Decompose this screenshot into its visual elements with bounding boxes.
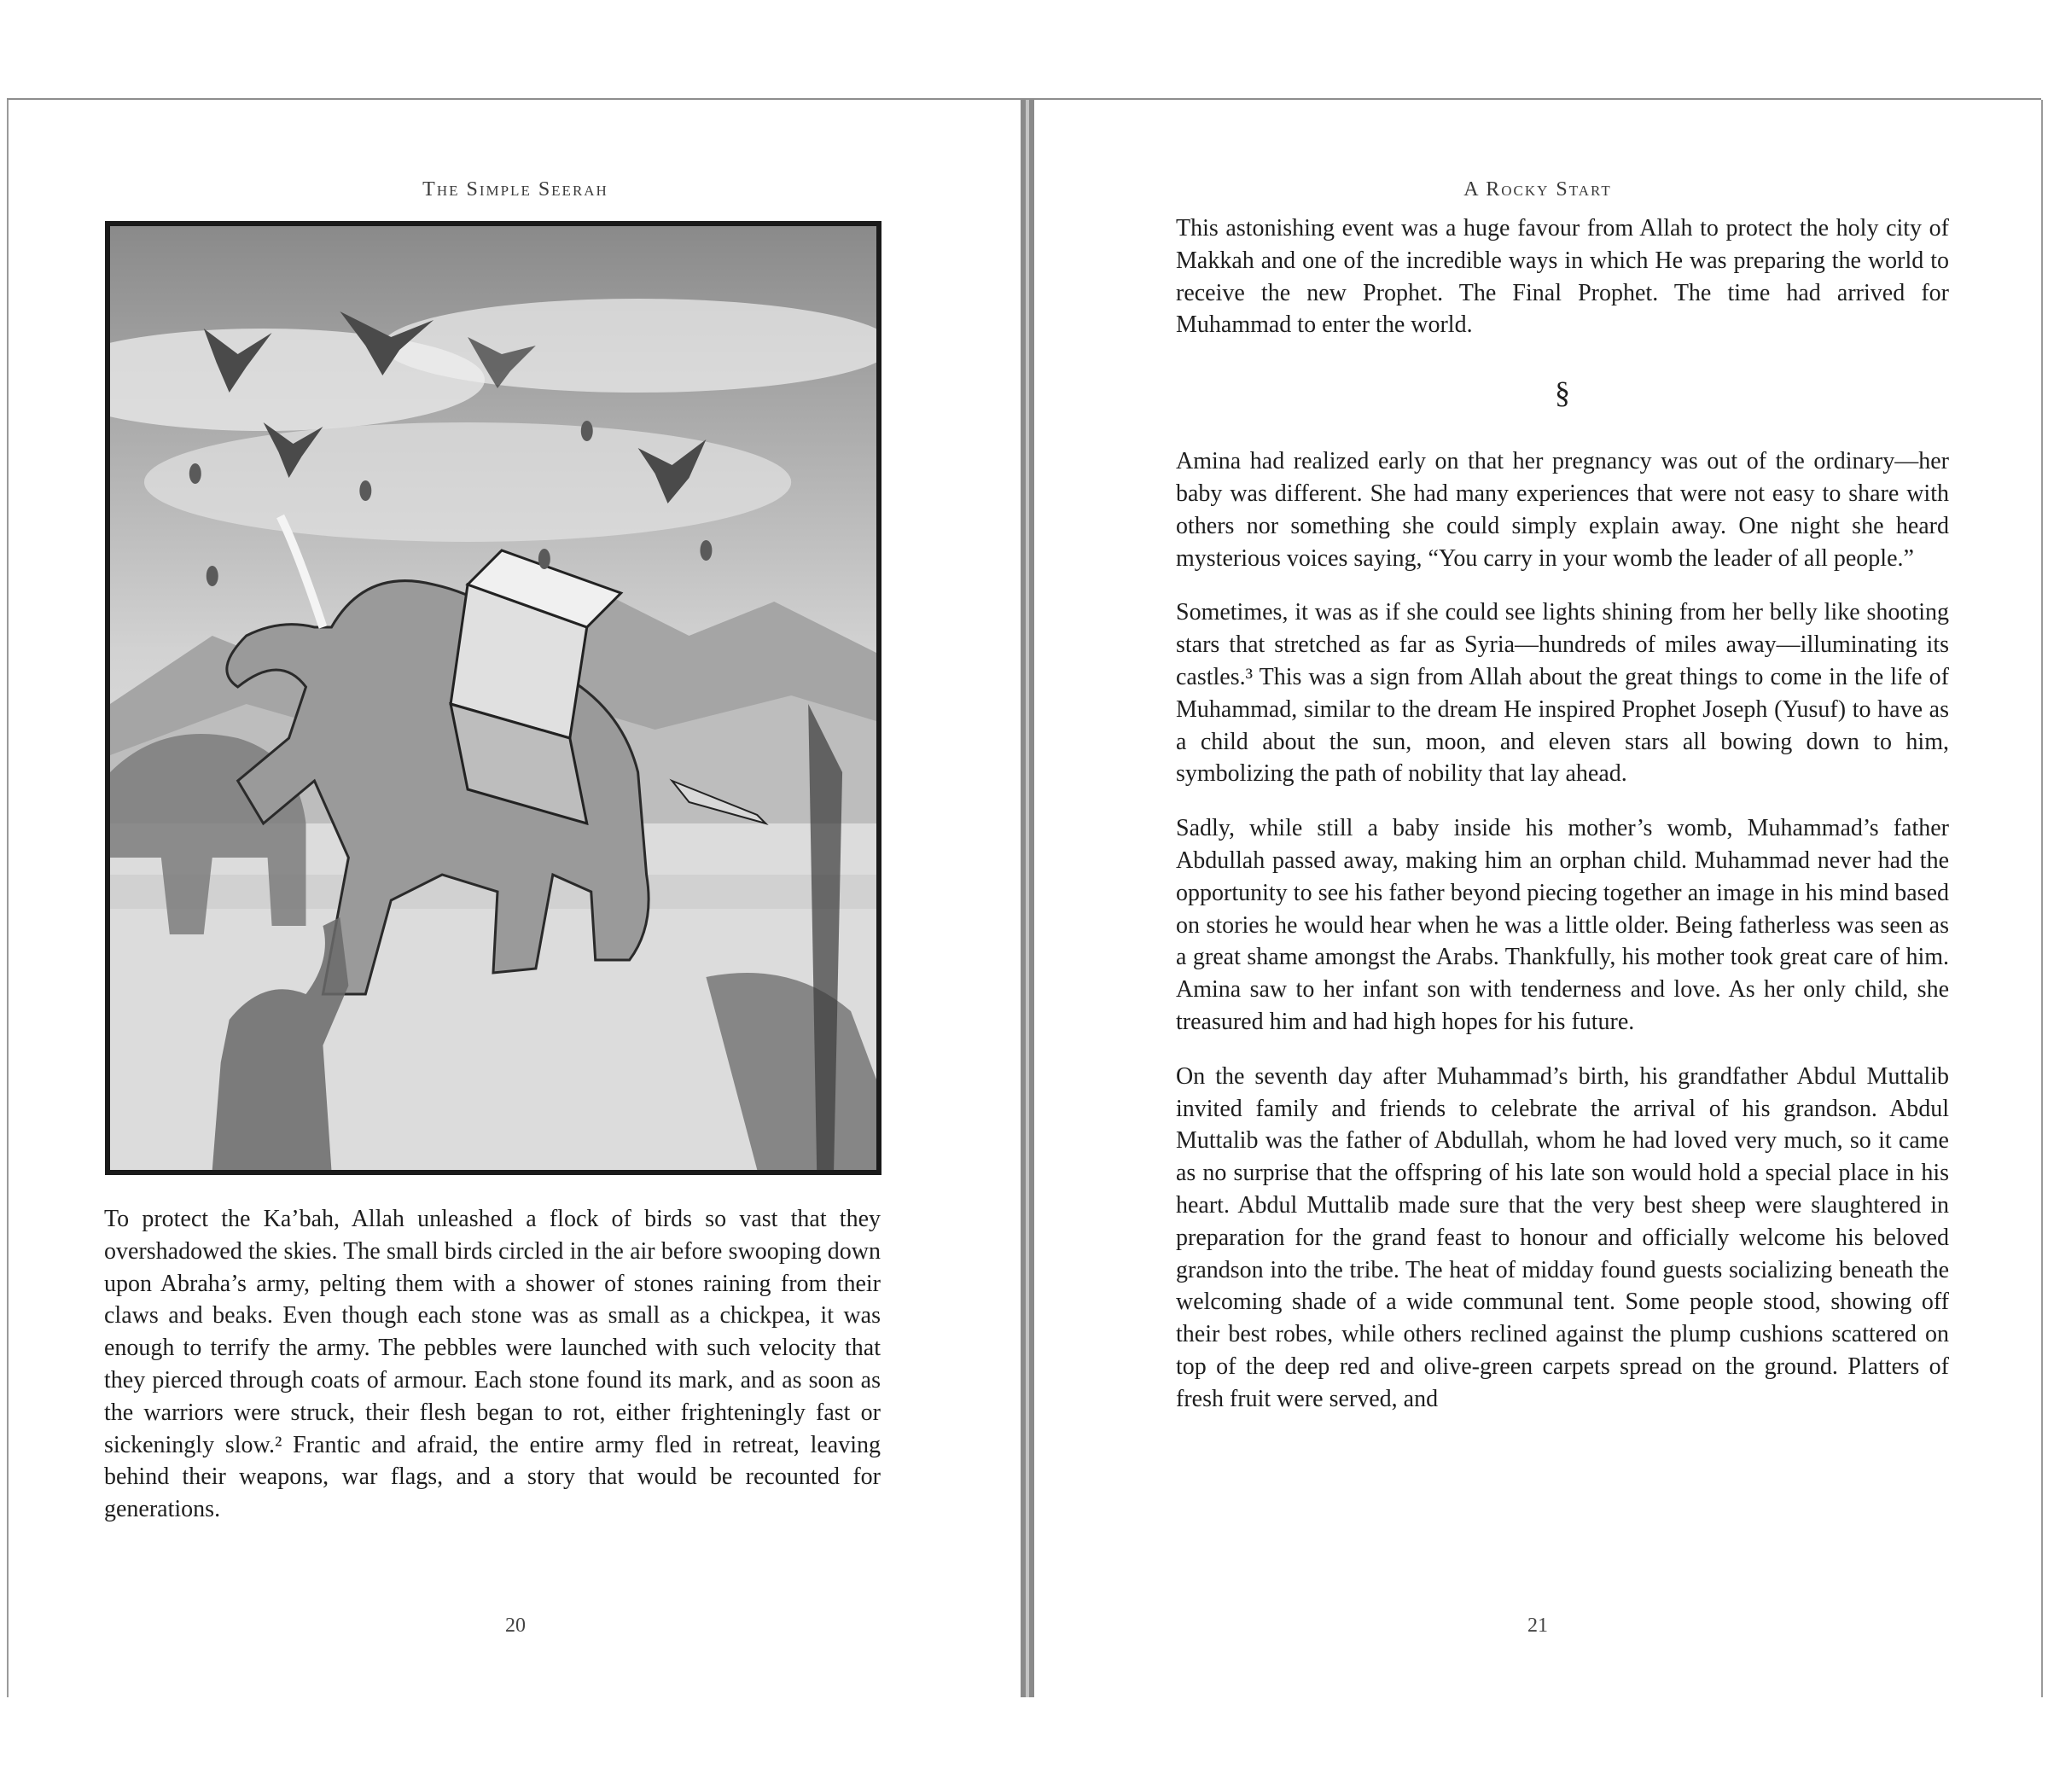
left-page — [7, 100, 1022, 1697]
paragraph: Amina had realized early on that her pregnancy was out of the ordinary—her baby was different. She had many experiences that were not easy to share with others nor something she could simply explain away. One night she heard mysterious voices saying, “You carry in your womb the leader of all people.” — [1176, 448, 1949, 572]
paragraph: Sadly, while still a baby inside his mother’s womb, Muhammad’s father Abdullah passed away, making him an orphan child. Muhammad never had the opportunity to see his father beyond piecing together an image in his mind based on stories he would hear when he was a little older. Being fatherless was seen as a great shame amongst the Arabs. Thankfully, his mother took great care of him. Amina saw to her infant son with tenderness and love. As her only child, she treasured him and had high hopes for his future. — [1176, 815, 1949, 1035]
paragraph: On the seventh day after Muhammad’s birth, his grandfather Abdul Muttalib invited family and friends to celebrate the arrival of his grandson. Abdul Muttalib was the father of Abdullah, whom he had loved very much, so it came as no surprise that the offspring of his late son would hold a special place in his heart. Abdul Muttalib made sure that the very best sheep were slaughtered in preparation for the grand feast to honour and officially welcome his beloved grandson into the tribe. The heat of midday found guests socializing beneath the welcoming shade of a wide communal tent. Some people stood, showing off their best robes, while others reclined against the plump cushions scattered on top of the deep red and olive-green carpets spread on the ground. Platters of fresh fruit were served, and — [1176, 1062, 1949, 1412]
right-page — [1034, 100, 2043, 1697]
running-head-right: A Rocky Start — [1463, 178, 1612, 201]
book-spine — [1021, 100, 1034, 1697]
paragraph: To protect the Ka’bah, Allah unleashed a flock of birds so vast that they overshadowed the skies. The small birds circled in the air before swooping down upon Abraha’s army, pelting them with a shower of stones raining from their claws and beaks. Even though each stone was as small as a chickpea, it was enough to terrify the army. The pebbles were launched with such velocity that they pierced through coats of armour. Each stone found its mark, and as soon as the warriors were struck, their flesh began to rot, either frighteningly fast or sickeningly slow.² Frantic and afraid, the entire army fled in retreat, leaving behind their weapons, war flags, and a story that would be recounted for generations. — [104, 1206, 881, 1523]
page-number-right: 21 — [1527, 1615, 1548, 1637]
right-body-text — [1176, 212, 1949, 1438]
section-mark: § — [1555, 375, 1570, 410]
running-head-left: The Simple Seerah — [422, 178, 608, 201]
paragraph: Sometimes, it was as if she could see lights shining from her belly like shooting stars that stretched as far as Syria—hundreds of miles away—illuminating its castles.³ This was a sign from Allah about the great things to come in the life of Muhammad, similar to the dream He inspired Prophet Joseph (Yusuf) to have as a child about the sun, moon, and eleven stars all bowing down to him, symbolizing the path of nobility that lay ahead. — [1176, 599, 1949, 788]
left-body-text — [104, 1203, 881, 1548]
page-number-left: 20 — [505, 1615, 526, 1637]
paragraph: This astonishing event was a huge favour from Allah to protect the holy city of Makkah and one of the incredible ways in which He was preparing the world to receive the new Prophet. The Final Prophet. The time had arrived for Muhammad to enter the world. — [1176, 215, 1949, 339]
elephant-birds-illustration — [105, 221, 881, 1175]
